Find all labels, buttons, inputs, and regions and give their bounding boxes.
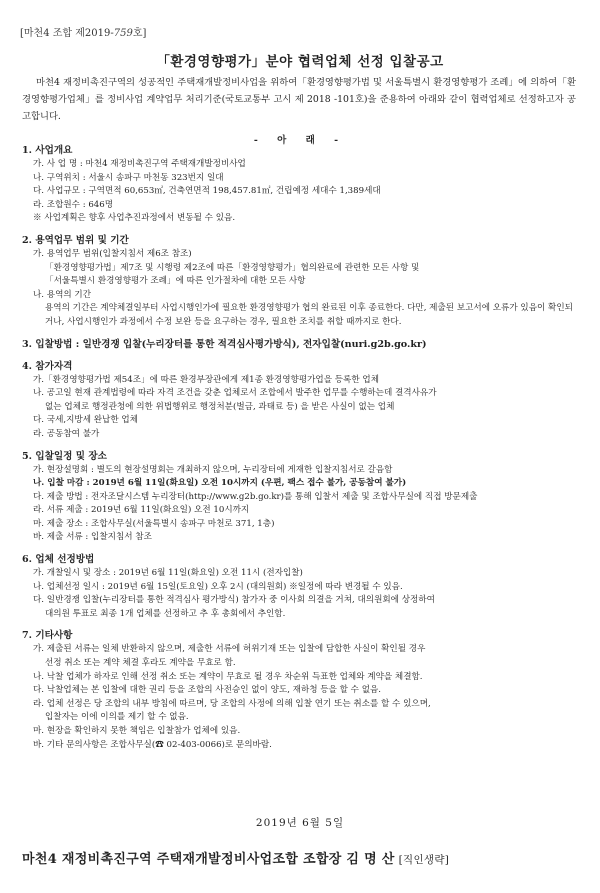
section-line: 용역의 기간은 계약체결일부터 사업시행인가에 필요한 환경영향평가 협의 완료된 이후 종료한다. 다만, 제출된 보고서에 오류가 있음이 확인되거나, 사업시행인가 과정에서 수정 보완 등을 요구하는 경우, 필요한 조치를 취할 때까지로 한다.	[45, 303, 573, 327]
section-line: 다. 낙찰업체는 본 입찰에 대한 권리 등을 조합의 사전승인 없이 양도, 재하청 등을 할 수 없음.	[33, 685, 382, 696]
signature-line	[22, 848, 582, 867]
section-line: 나. 업체선정 일시 : 2019년 6월 15일(토요일) 오후 2시 (대의원회) ※일정에 따라 변경될 수 있음.	[33, 581, 403, 592]
section-line: 바. 기타 문의사항은 조합사무실(☎ 02-403-0066)로 문의바람.	[33, 739, 272, 750]
section-line: 다. 사업규모 : 구역면적 60,653㎡, 건축연면적 198,457.81㎡, 건립예정 세대수 1,389세대	[33, 186, 381, 197]
section-line: 라. 조합원수 : 646명	[33, 199, 114, 210]
section-line: 마. 현장을 확인하지 못한 책임은 입찰참가 업체에 있음.	[33, 726, 241, 736]
notice-title: 「환경영향평가」분야 협력업체 선정 입찰공고	[156, 54, 444, 70]
section-title: 1. 사업개요	[22, 145, 73, 156]
section-line: 다. 일반경쟁 입찰(누리장터를 통한 적격심사 평가방식) 참가자 중 이사회 의결을 거쳐, 대의원회에 상정하여	[33, 595, 435, 606]
section-line: 마. 제출 장소 : 조합사무실(서울특별시 송파구 마천로 371, 1층)	[33, 518, 275, 529]
section-line: 가. 현장설명회 : 별도의 현장설명회는 개최하지 않으며, 누리장터에 게재한 입찰지침서로 갈음함	[33, 464, 393, 475]
document-number-handwritten: 759	[113, 28, 133, 39]
section-line: 가. 제출된 서류는 일체 반환하지 않으며, 제출한 서류에 허위기재 또는 입찰에 담합한 사실이 확인될 경우	[33, 644, 426, 655]
section-2	[22, 233, 578, 330]
section-line: 가. 사 업 명 : 마천4 재정비촉진구역 주택재개발정비사업	[33, 159, 246, 169]
section-line: 「환경영향평가법」제7조 및 시행령 제2조에 따른「환경영향평가」협의완료에 관련한 모든 사항 및	[45, 262, 420, 273]
section-6	[22, 552, 578, 621]
section-line: 다. 제출 방법 : 전자조달시스템 누리장터(http://www.g2b.go.kr)를 통해 입찰서 제출 및 조합사무실에 직접 방문제출	[33, 491, 478, 502]
section-title: 4. 참가자격	[22, 360, 73, 372]
section-line: 라. 서류 제출 : 2019년 6월 11일(화요일) 오전 10시까지	[33, 505, 250, 516]
notice-date: 2019년 6월 5일	[255, 817, 345, 829]
section-title: 3. 입찰방법 : 일반경쟁 입찰(누리장터를 통한 적격심사평가방식), 전자입찰(nuri.g2b.go.kr)	[22, 338, 427, 350]
section-title: 2. 용역업무 범위 및 기간	[22, 234, 129, 246]
seal-omitted: [직인생략]	[398, 854, 450, 866]
section-line: 가. 용역업무 범위(입찰지침서 제6조 참조)	[33, 248, 192, 259]
section-title: 6. 업체 선정방법	[22, 554, 95, 566]
section-line: 선정 취소 또는 계약 체결 후라도 계약을 무효로 함.	[45, 658, 236, 669]
section-line: 나. 공고일 현재 관계법령에 따라 자격 조건을 갖춘 업체로서 조합에서 발주한 업무를 수행하는데 결격사유가	[33, 388, 437, 399]
section-line: 바. 제출 서류 : 입찰지침서 참조	[33, 532, 152, 543]
section-line: 라. 공동참여 불가	[33, 428, 100, 439]
section-line: 나. 구역위치 : 서울시 송파구 마천동 323번지 일대	[33, 172, 224, 183]
section-line: 라. 업체 선정은 당 조합의 내부 방침에 따르며, 당 조합의 사정에 의해 입찰 연기 또는 취소를 할 수 있으며,	[33, 698, 431, 709]
section-line: 가. 개찰일시 및 장소 : 2019년 6월 11일(화요일) 오전 11시 (전자입찰)	[33, 568, 303, 579]
section-line: 입찰자는 이에 이의를 제기 할 수 없음.	[45, 712, 189, 723]
section-line: 다. 국세,지방세 완납한 업체	[33, 415, 138, 426]
section-4	[22, 359, 578, 442]
section-line: 나. 낙찰 업체가 하자로 인해 선정 취소 또는 계약이 무효로 될 경우 차순위 득표한 업체와 계약을 체결함.	[33, 671, 423, 682]
signature-text: 마천4 재정비촉진구역 주택재개발정비사업조합 조합장 김 명 산	[22, 852, 395, 867]
section-line: 나. 입찰 마감 : 2019년 6월 11일(화요일) 오전 10시까지 (우편, 팩스 접수 불가, 공동참여 불가)	[33, 478, 407, 489]
section-line: 가.「환경영향평가법 제54조」에 따른 환경부장관에게 제1종 환경영향평가업을 등록한 업체	[33, 374, 380, 385]
section-title: 5. 입찰일정 및 장소	[22, 450, 107, 462]
document-number-prefix: [마천4 조합 제2019-	[20, 28, 114, 39]
section-7	[22, 628, 578, 752]
section-line: 나. 용역의 기간	[33, 289, 92, 300]
section-3	[22, 337, 578, 352]
document-number-suffix: 호]	[132, 28, 147, 39]
document-number	[20, 24, 146, 39]
below-heading: - 아 래 -	[253, 135, 347, 146]
section-title: 7. 기타사항	[22, 630, 73, 642]
section-line: 「서울특별시 환경영향평가 조례」에 따른 인가절차에 대한 모든 사항	[45, 276, 306, 287]
intro-paragraph: 마천4 재정비촉진구역의 성공적인 주택재개발정비사업을 위하여「환경영향평가법 및 서울특별시 환경영향평가 조례」에 의하여「환경영향평가업체」를 정비사업 계약업무 처리기준(국토교통부 고시 제 2018 -101호)을 준용하여 아래와 같이 협력업체로 선정하고자 공고합니다.	[22, 77, 576, 122]
notice-body	[22, 143, 578, 759]
section-line: ※ 사업계획은 향후 사업추진과정에서 변동될 수 있음.	[33, 213, 236, 224]
section-line: 대의원 투표로 최종 1개 업체를 선정하고 추 후 총회에서 추인함.	[45, 608, 286, 619]
section-line: 없는 업체로 행정관청에 의한 위법행위로 행정처분(벌금, 과태료 등) 을 받은 사실이 없는 업체	[45, 401, 395, 412]
section-5	[22, 449, 578, 546]
section-1	[22, 143, 578, 226]
